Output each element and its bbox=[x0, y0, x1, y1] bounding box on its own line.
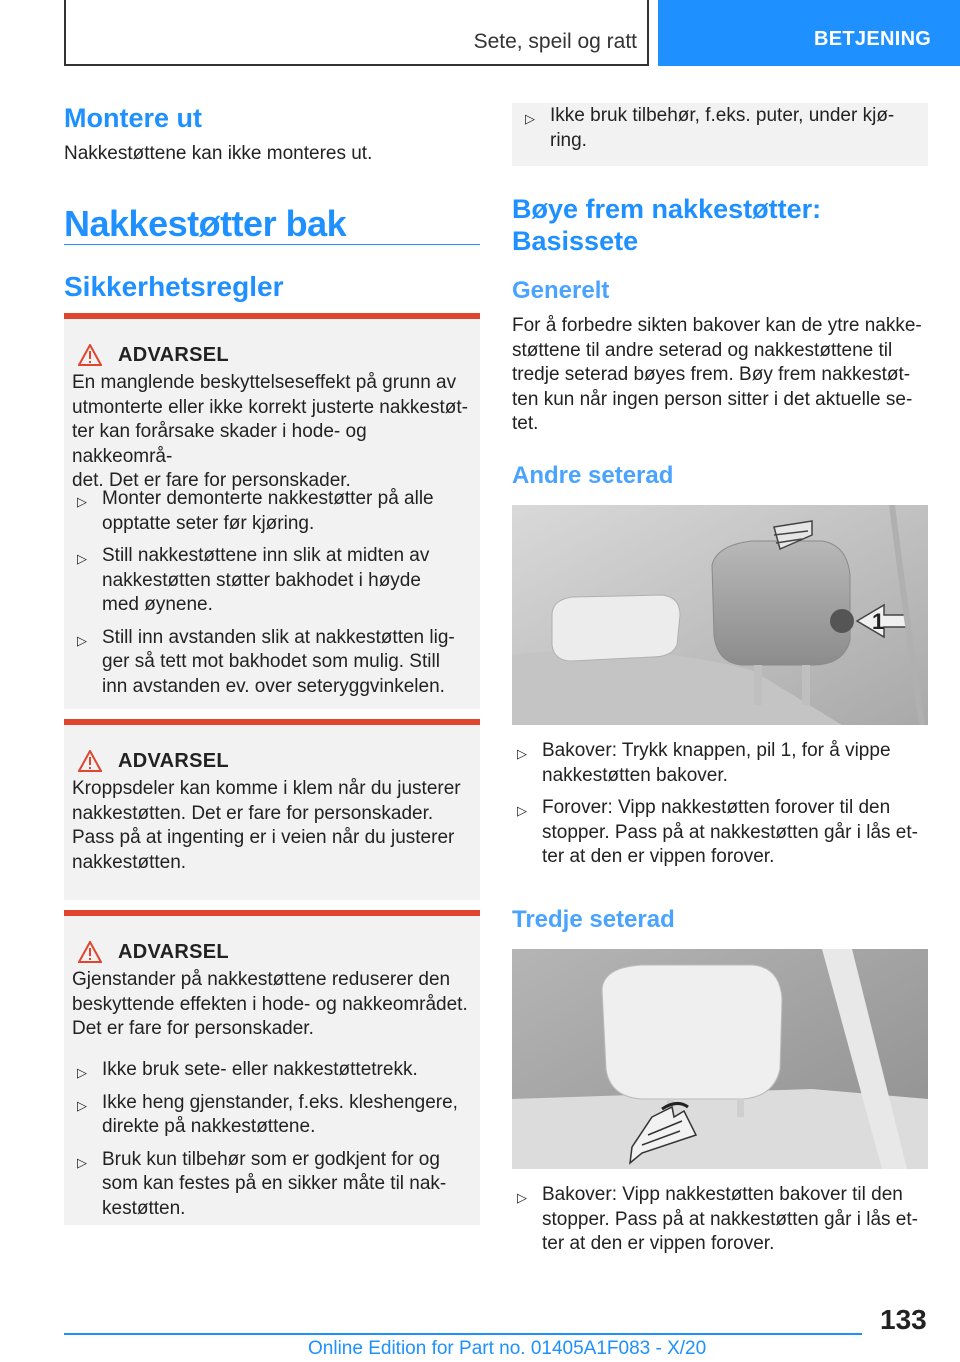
list-item: ▷ Bakover: Trykk knappen, pil 1, for å vippe nakkestøtten bakover. bbox=[517, 740, 891, 786]
andre-seterad-list bbox=[512, 739, 928, 870]
list-item: ▷ Ikke bruk tilbehør, f.eks. puter, under kjø- ring. bbox=[525, 105, 895, 151]
continued-warning-box bbox=[512, 103, 928, 166]
warning-line: utmonterte eller ikke korrekt justerte nakkestøt- bbox=[72, 396, 468, 418]
heading-andre-seterad: Andre seterad bbox=[512, 462, 674, 489]
heading-montere-ut: Montere ut bbox=[64, 103, 202, 133]
list-item: ▷ Bruk kun tilbehør som er godkjent for og som kan festes på en sikker måte til nak- kestøtten. bbox=[77, 1148, 447, 1219]
warning-title: ADVARSEL bbox=[118, 940, 229, 963]
chapter-rule bbox=[64, 244, 480, 245]
list-item: ▷ Monter demonterte nakkestøtter på alle opptatte seter før kjøring. bbox=[77, 488, 434, 534]
warning-line: nakkestøtten. Det er fare for personskader. bbox=[72, 802, 434, 824]
page-number: 133 bbox=[880, 1304, 927, 1335]
warning-header bbox=[78, 939, 229, 965]
callout-number: 1 bbox=[872, 609, 885, 634]
warning-line: beskyttende effekten i hode- og nakkeområdet. bbox=[72, 993, 468, 1015]
warning-text bbox=[72, 968, 472, 1042]
warning-line: Gjenstander på nakkestøttene reduserer den bbox=[72, 969, 451, 990]
footer-edition: Online Edition for Part no. 01405A1F083 - X/20 bbox=[308, 1338, 707, 1359]
triangle-bullet-icon: ▷ bbox=[517, 1190, 527, 1205]
tredje-seterad-image bbox=[512, 949, 928, 1169]
warning-text bbox=[72, 777, 472, 875]
section-sikkerhetsregler: Sikkerhetsregler bbox=[64, 271, 284, 302]
warning-line: nakkestøtten. bbox=[72, 851, 187, 873]
warning-line: det. Det er fare for personskader. bbox=[72, 470, 351, 491]
header-section-title: Sete, speil og ratt bbox=[473, 30, 637, 53]
heading-tredje-seterad: Tredje seterad bbox=[512, 906, 675, 933]
header-section-box bbox=[64, 0, 649, 66]
warning-title: ADVARSEL bbox=[118, 749, 229, 772]
warning-list bbox=[72, 487, 472, 699]
triangle-bullet-icon: ▷ bbox=[77, 632, 87, 648]
warning-text bbox=[72, 371, 472, 494]
text-generelt: For å forbedre sikten bakover kan de ytre nakke- støttene til andre seterad og nakkestøttene til tredje seterad bøyes frem. Bøy frem nakkestøt- ten kun når ingen person sitter i det aktuelle se- tet. bbox=[512, 315, 922, 434]
warning-line: Kroppsdeler kan komme i klem når du justerer bbox=[72, 778, 461, 799]
headrest-illustration bbox=[512, 949, 928, 1169]
headrest-illustration bbox=[512, 505, 928, 725]
triangle-bullet-icon: ▷ bbox=[517, 746, 527, 761]
warning-line: ter kan forårsake skader i hode- og nakkeområ- bbox=[72, 421, 367, 467]
triangle-bullet-icon: ▷ bbox=[77, 1097, 87, 1113]
warning-header bbox=[78, 342, 229, 368]
triangle-bullet-icon: ▷ bbox=[77, 551, 87, 566]
warning-triangle-icon bbox=[78, 941, 102, 963]
warning-line: Det er fare for personskader. bbox=[72, 1018, 314, 1039]
triangle-bullet-icon: ▷ bbox=[77, 1065, 87, 1080]
list-item: ▷ Still inn avstanden slik at nakkestøtten lig- ger så tett mot bakhodet som mulig. Still inn avstanden ev. over seteryggvinkelen. bbox=[77, 626, 455, 697]
warning-header bbox=[78, 748, 229, 774]
warning-box-1 bbox=[64, 313, 480, 709]
footer-rule bbox=[64, 1333, 862, 1335]
warning-title: ADVARSEL bbox=[118, 343, 229, 366]
tredje-seterad-list bbox=[512, 1183, 928, 1257]
triangle-bullet-icon: ▷ bbox=[77, 494, 87, 509]
triangle-bullet-icon: ▷ bbox=[77, 1154, 87, 1170]
section-boye-frem: Bøye frem nakkestøtter: Basissete bbox=[512, 194, 822, 256]
list-item: ▷ Forover: Vipp nakkestøtten forover til den stopper. Pass på at nakkestøtten går i lås et- ter at den er vippen forover. bbox=[517, 797, 918, 867]
warning-box-3 bbox=[64, 910, 480, 1225]
warning-list bbox=[72, 1058, 472, 1221]
list-item: ▷ Ikke heng gjenstander, f.eks. kleshengere, direkte på nakkestøttene. bbox=[77, 1091, 458, 1137]
list-item: ▷ Bakover: Vipp nakkestøtten bakover til den stopper. Pass på at nakkestøtten går i lås et- ter at den er vippen forover. bbox=[517, 1184, 918, 1254]
triangle-bullet-icon: ▷ bbox=[517, 803, 527, 818]
warning-box-2 bbox=[64, 719, 480, 900]
warning-triangle-icon bbox=[78, 344, 102, 366]
header-chapter-tab[interactable] bbox=[658, 0, 960, 66]
heading-generelt: Generelt bbox=[512, 277, 610, 304]
warning-triangle-icon bbox=[78, 750, 102, 772]
chapter-title: Nakkestøtter bak bbox=[64, 203, 347, 244]
warning-line: Pass på at ingenting er i veien når du justerer bbox=[72, 827, 455, 848]
warning-list bbox=[520, 104, 920, 153]
triangle-bullet-icon: ▷ bbox=[525, 111, 535, 126]
list-item: ▷ Still nakkestøttene inn slik at midten av nakkestøtten støtter bakhodet i høyde med øynene. bbox=[77, 545, 430, 615]
andre-seterad-image bbox=[512, 505, 928, 725]
warning-line: En manglende beskyttelseseffekt på grunn av bbox=[72, 372, 457, 393]
list-item: ▷ Ikke bruk sete- eller nakkestøttetrekk. bbox=[72, 1058, 472, 1083]
text-montere-ut: Nakkestøttene kan ikke monteres ut. bbox=[64, 143, 373, 164]
header-chapter-label: BETJENING bbox=[814, 28, 932, 50]
